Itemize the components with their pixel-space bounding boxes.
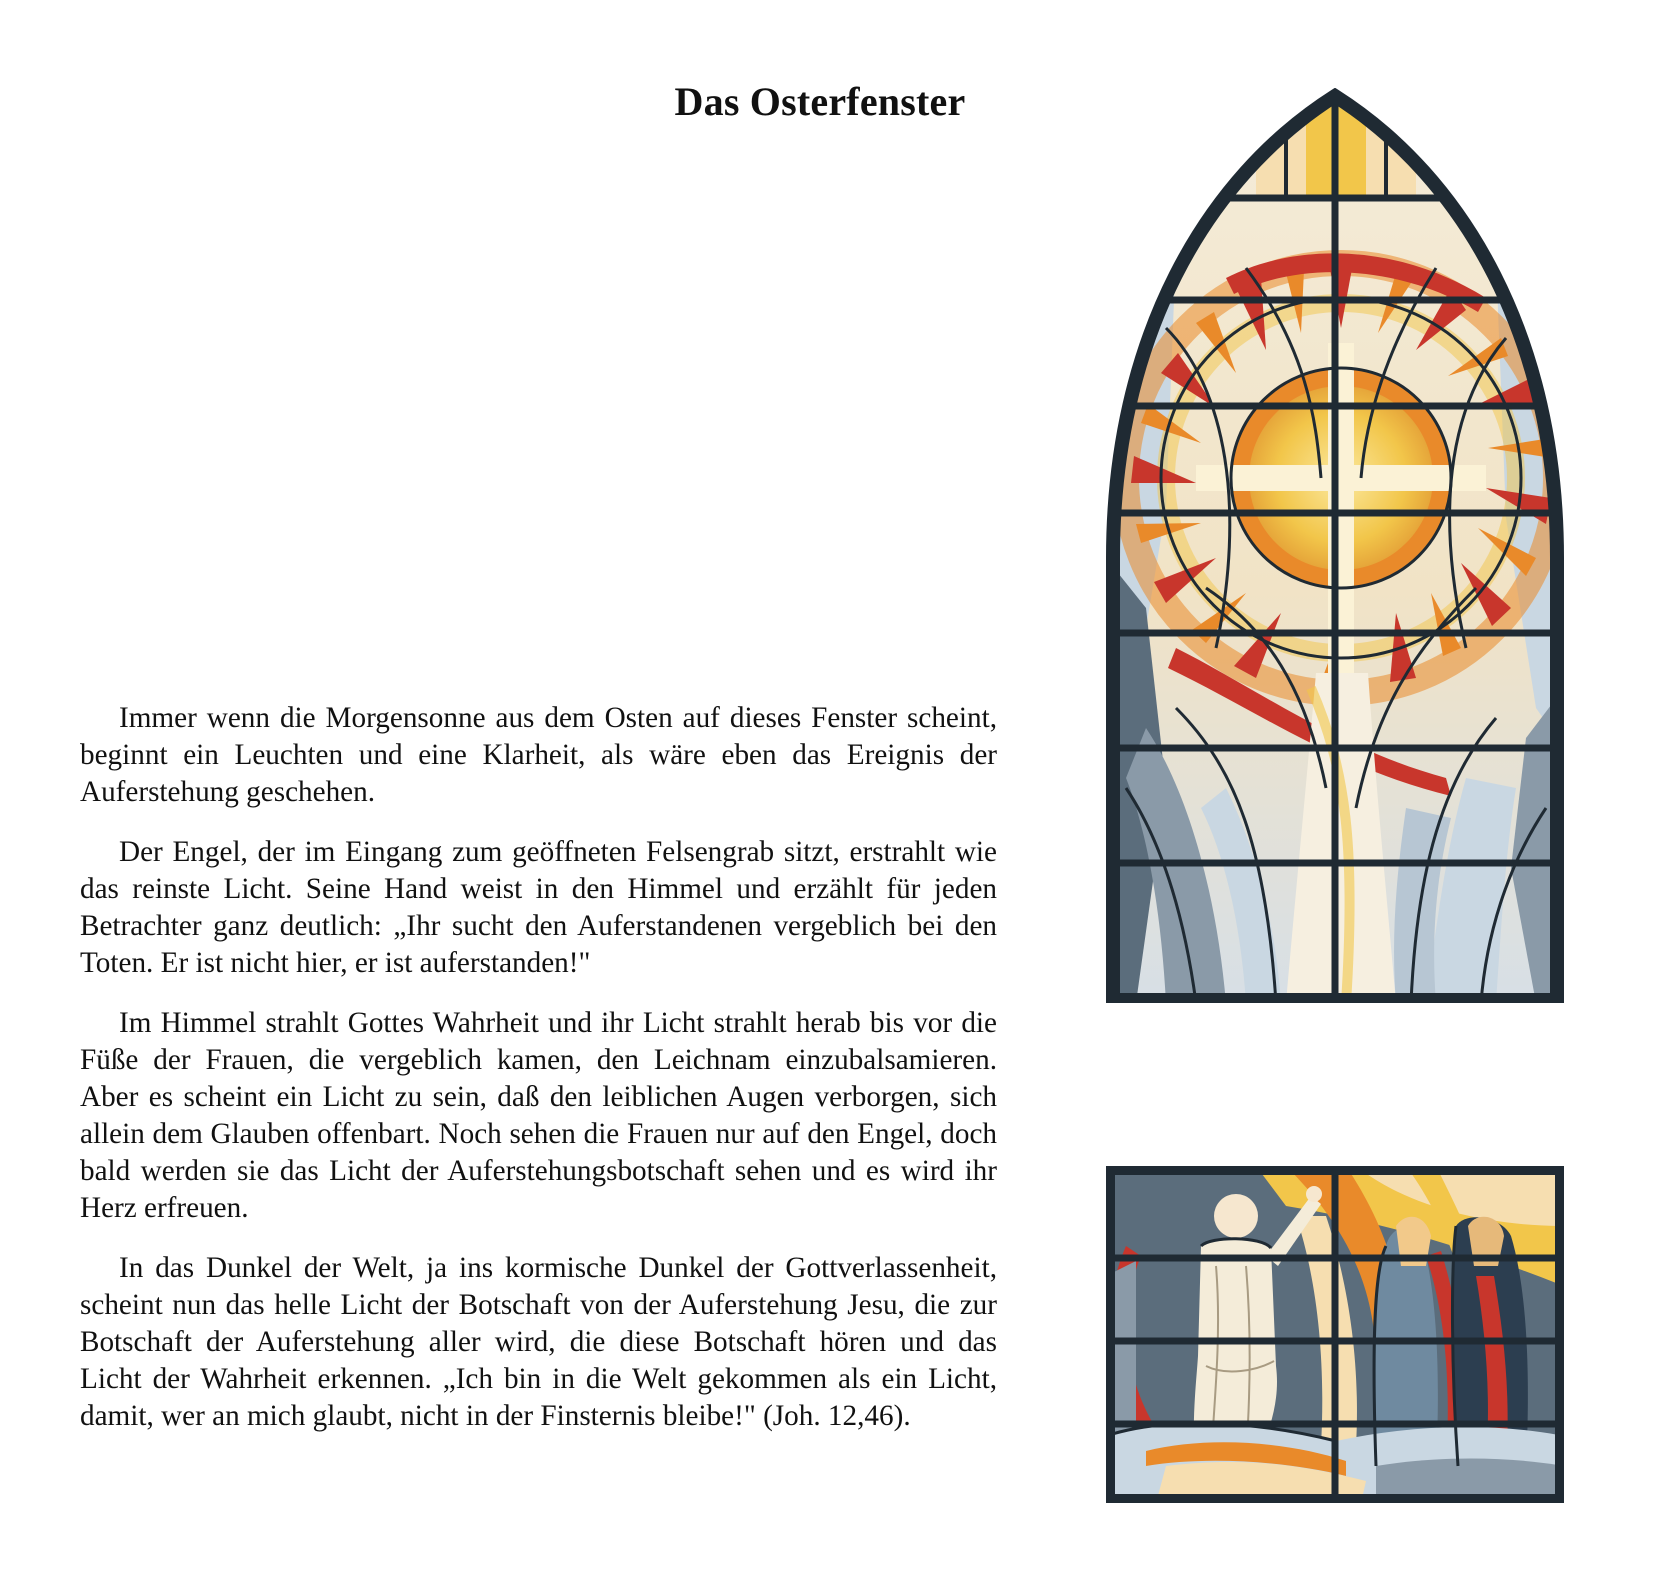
paragraph-morning-sun: Immer wenn die Morgensonne aus dem Osten auf dieses Fenster scheint, beginnt ein Leuchten und eine Klarheit, als wäre eben das Ereignis der Auferstehung geschehen. <box>80 702 997 808</box>
stained-glass-window-upper <box>1106 88 1564 1003</box>
stained-glass-window-lower-image <box>1106 1166 1564 1503</box>
paragraph-darkness-light: In das Dunkel der Welt, ja ins kormische Dunkel der Gottverlassenheit, scheint nun das helle Licht der Botschaft von der Auferstehung Jesu, die zur Botschaft der Auferstehung aller wird, die diese Botschaft hören und das Licht der Wahrheit erkennen. „Ich bin in die Welt gekommen als ein Licht, damit, wer an mich glaubt, nicht in der Finsternis bleibe!" (Joh. 12,46). <box>80 1252 997 1432</box>
paragraph-angel: Der Engel, der im Eingang zum geöffneten Felsengrab sitzt, erstrahlt wie das reinste Licht. Seine Hand weist in den Himmel und erzählt für jeden Betrachter ganz deutlich: „Ihr sucht den Auferstandenen vergeblich bei den Toten. Er ist nicht hier, er ist auferstanden!" <box>80 836 997 979</box>
stained-glass-window-lower <box>1106 1166 1564 1503</box>
page-title: Das Osterfenster <box>674 79 966 124</box>
paragraph-heaven-light: Im Himmel strahlt Gottes Wahrheit und ihr Licht strahlt herab bis vor die Füße der Frauen, die vergeblich kamen, den Leichnam einzubalsamieren. Aber es scheint ein Licht zu sein, daß den leiblichen Augen verborgen, sich allein dem Glauben offenbart. Noch sehen die Frauen nur auf den Engel, doch bald werden sie das Licht der Auferstehungsbotschaft sehen und es wird ihr Herz erfreuen. <box>80 1007 997 1224</box>
body-text <box>80 700 997 1458</box>
stained-glass-window-upper-image <box>1106 88 1564 1003</box>
